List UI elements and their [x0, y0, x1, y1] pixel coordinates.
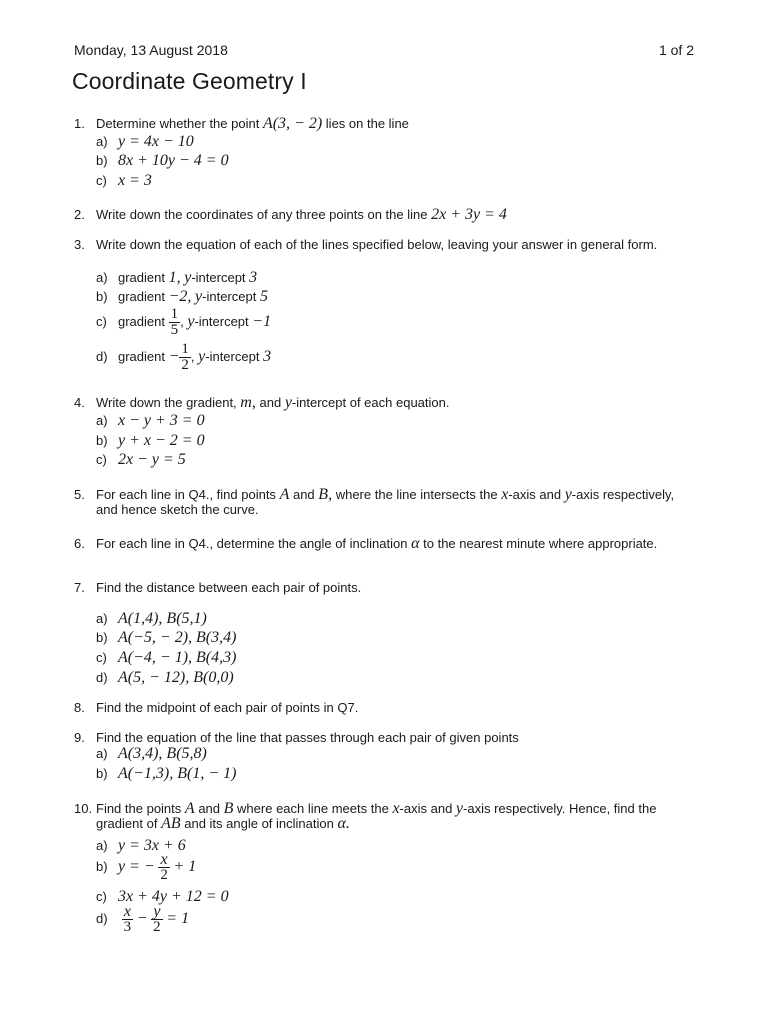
question-number: 3. [74, 237, 85, 252]
question-text: Find the distance between each pair of points. [96, 580, 362, 595]
fraction: $\frac{1}{5}$ [170, 306, 179, 338]
page-title: Coordinate Geometry I [72, 68, 307, 94]
fraction: $\frac{y}{2}$ [153, 903, 161, 935]
subpart-4b: b) y + x − 2 = 0 [96, 432, 205, 449]
question-2 [74, 207, 694, 222]
subpart-4c: c) 2x − y = 5 [96, 451, 186, 468]
question-4 [74, 395, 694, 410]
subpart-3b: b) gradient −2, y-intercept 5 [96, 288, 268, 305]
question-text: Write down the coordinates of any three points on the line 2x + 3y = 4 [96, 206, 507, 223]
question-5 [74, 487, 694, 517]
page-header [74, 42, 694, 60]
subpart-3a: a) gradient 1, y-intercept 3 [96, 269, 258, 286]
header-date: Monday, 13 August 2018 [74, 42, 228, 58]
subpart-4a: a) x − y + 3 = 0 [96, 412, 205, 429]
question-number: 8. [74, 700, 85, 715]
question-text: Find the equation of the line that passes through each pair of given points [96, 730, 519, 745]
question-number: 5. [74, 487, 85, 502]
fraction: $\frac{x}{2}$ [160, 851, 168, 883]
question-8 [74, 700, 694, 715]
question-1 [74, 116, 694, 131]
subpart-7d: d) A(5, − 12), B(0,0) [96, 669, 234, 686]
question-9 [74, 730, 694, 745]
question-text: Determine whether the point A(3, − 2) lies on the line [96, 115, 409, 132]
question-10 [74, 801, 694, 831]
question-text: Find the midpoint of each pair of points in Q7. [96, 700, 359, 715]
question-text: Write down the equation of each of the lines specified below, leaving your answer in general form. [96, 237, 658, 252]
math-point: A(3, − 2) [262, 115, 323, 132]
subpart-3c: c) gradient $\frac{1}{5}$ , y-intercept −1 [96, 306, 272, 338]
question-text: Find the points A and B where each line meets the x-axis and y-axis respectively. Hence, find the gradient of AB and its angle of inclination α. [96, 800, 657, 832]
subpart-10b: b) y = − $\frac{x}{2}$ + 1 [96, 851, 197, 883]
subpart-10d: d) $\frac{x}{3}$ − $\frac{y}{2}$ = 1 [96, 903, 190, 935]
question-6 [74, 536, 694, 551]
subpart-7b: b) A(−5, − 2), B(3,4) [96, 629, 237, 646]
subpart-1b: b) 8x + 10y − 4 = 0 [96, 152, 229, 169]
header-page-number: 1 of 2 [658, 42, 694, 58]
subpart-10c: c) 3x + 4y + 12 = 0 [96, 888, 229, 905]
subpart-9a: a) A(3,4), B(5,8) [96, 745, 207, 762]
question-number: 9. [74, 730, 85, 745]
question-7 [74, 580, 694, 595]
question-number: 7. [74, 580, 85, 595]
question-3 [74, 237, 694, 252]
question-number: 2. [74, 207, 85, 222]
subpart-1c: c) x = 3 [96, 172, 152, 189]
question-number: 1. [74, 116, 85, 131]
question-text: For each line in Q4., find points A and B, where the line intersects the x-axis and y-axis respectively, and hence sketch the curve. [96, 486, 675, 517]
question-number: 10. [74, 801, 93, 816]
question-text: Write down the gradient, m, and y-intercept of each equation. [96, 394, 450, 411]
subpart-1a: a) y = 4x − 10 [96, 133, 194, 150]
subpart-3d: d) gradient − $\frac{1}{2}$ , y-intercept 3 [96, 341, 272, 373]
fraction: $\frac{x}{3}$ [123, 903, 132, 935]
subpart-7a: a) A(1,4), B(5,1) [96, 610, 207, 627]
question-number: 6. [74, 536, 85, 551]
question-text: For each line in Q4., determine the angle of inclination α to the nearest minute where appropriate. [96, 535, 658, 552]
fraction: $\frac{1}{2}$ [181, 341, 189, 373]
subpart-10a: a) y = 3x + 6 [96, 837, 186, 854]
subpart-7c: c) A(−4, − 1), B(4,3) [96, 649, 237, 666]
question-number: 4. [74, 395, 85, 410]
subpart-9b: b) A(−1,3), B(1, − 1) [96, 765, 237, 782]
